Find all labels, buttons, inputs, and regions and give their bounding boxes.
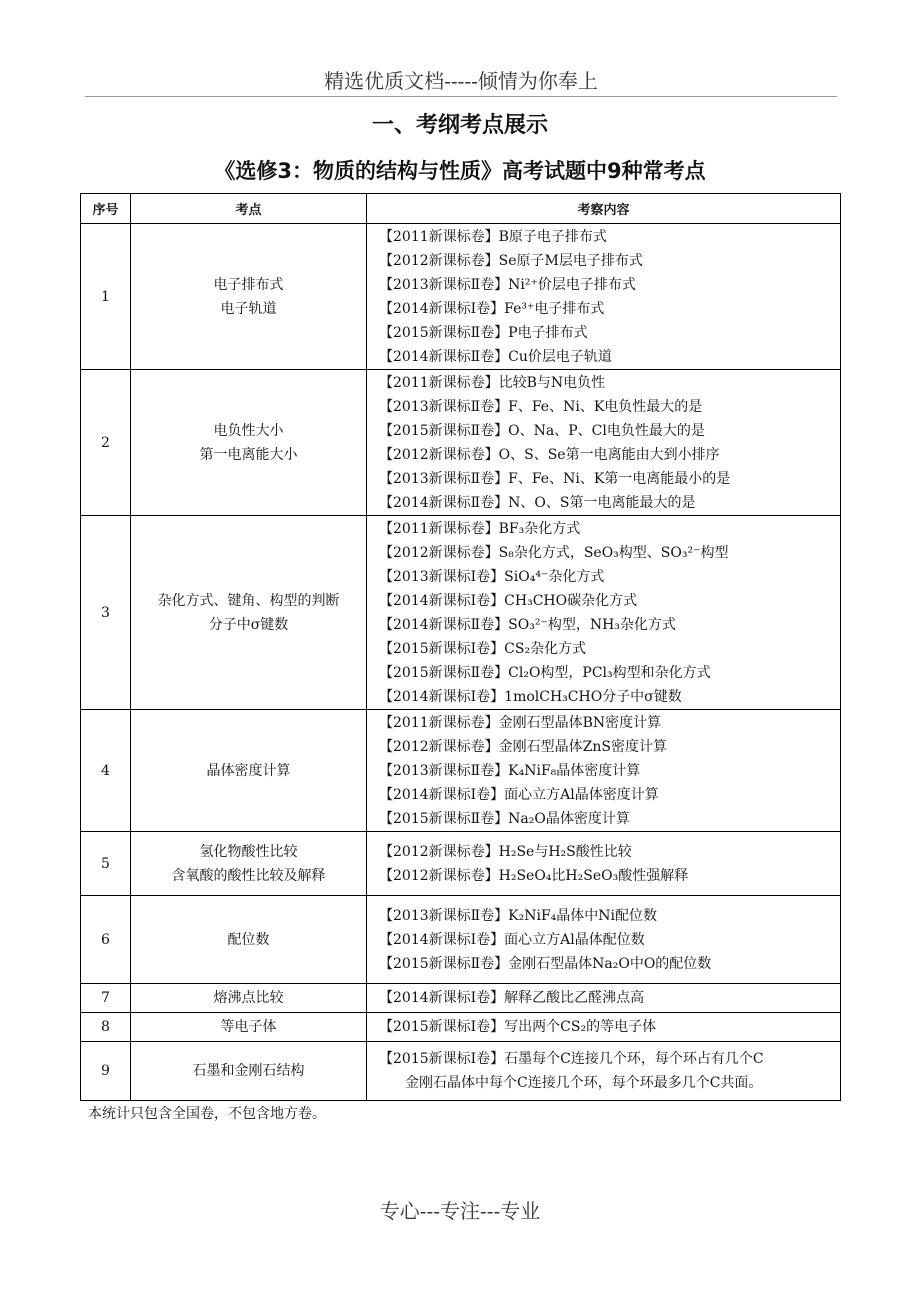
exam-points-table	[80, 193, 841, 1101]
content-item: 【2014新课标Ⅱ卷】Cu价层电子轨道	[379, 348, 612, 365]
topic-cell	[131, 710, 367, 832]
topic-line: 配位数	[227, 931, 270, 948]
content-item: 【2012新课标卷】Se原子M层电子排布式	[379, 252, 643, 269]
topic-cell	[131, 516, 367, 710]
topic-cell	[131, 1013, 367, 1042]
content-item: 【2014新课标Ⅰ卷】面心立方Al晶体密度计算	[379, 786, 659, 803]
content-item: 金刚石晶体中每个C连接几个环，每个环最多几个C共面。	[405, 1075, 763, 1091]
topic-line: 第一电离能大小	[199, 446, 298, 463]
table-header-row	[81, 194, 841, 224]
content-item: 【2012新课标卷】S₈杂化方式，SeO₃构型、SO₃²⁻构型	[379, 544, 729, 561]
row-number: 2	[81, 370, 131, 516]
topic-line: 等电子体	[220, 1019, 277, 1035]
content-cell	[367, 710, 841, 832]
topic-cell	[131, 224, 367, 370]
content-cell	[367, 1042, 841, 1101]
page-header: 精选优质文档-----倾情为你奉上	[85, 66, 837, 97]
table-row	[81, 370, 841, 516]
table-row	[81, 516, 841, 710]
content-cell	[367, 832, 841, 896]
topic-line: 电子排布式	[213, 276, 284, 293]
content-item: 【2013新课标Ⅰ卷】SiO₄⁴⁻杂化方式	[379, 568, 605, 585]
topic-line: 熔沸点比较	[213, 990, 284, 1006]
content-item: 【2014新课标Ⅰ卷】1molCH₃CHO分子中σ键数	[379, 688, 682, 705]
content-item: 【2015新课标Ⅰ卷】CS₂杂化方式	[379, 640, 587, 657]
row-number: 3	[81, 516, 131, 710]
topic-cell	[131, 370, 367, 516]
content-item: 【2015新课标Ⅱ卷】金刚石型晶体Na₂O中O的配位数	[379, 955, 712, 972]
row-number: 9	[81, 1042, 131, 1101]
content-item: 【2015新课标Ⅱ卷】P电子排布式	[379, 324, 588, 341]
header-content: 考察内容	[367, 194, 841, 224]
row-number: 6	[81, 896, 131, 984]
content-item: 【2011新课标卷】B原子电子排布式	[379, 228, 607, 245]
content-item: 【2014新课标Ⅰ卷】CH₃CHO碳杂化方式	[379, 592, 638, 609]
row-number: 8	[81, 1013, 131, 1042]
table-row	[81, 224, 841, 370]
table-row	[81, 1042, 841, 1101]
table-row	[81, 710, 841, 832]
table-row	[81, 832, 841, 896]
row-number: 5	[81, 832, 131, 896]
content-cell	[367, 896, 841, 984]
page-footer: 专心---专注---专业	[379, 1199, 541, 1223]
table-row	[81, 896, 841, 984]
content-cell	[367, 224, 841, 370]
content-item: 【2014新课标Ⅰ卷】解释乙酸比乙醛沸点高	[379, 990, 645, 1006]
content-item: 【2015新课标Ⅰ卷】石墨每个C连接几个环，每个环占有几个C	[379, 1051, 764, 1067]
section-title: 一、考纲考点展示	[371, 113, 548, 138]
content-cell	[367, 516, 841, 710]
table-title: 《选修3：物质的结构与性质》高考试题中9种常考点	[214, 159, 706, 183]
topic-line: 电子轨道	[220, 300, 277, 317]
content-item: 【2013新课标Ⅱ卷】Ni²⁺价层电子排布式	[379, 276, 636, 293]
table-row	[81, 1013, 841, 1042]
content-item: 【2011新课标卷】比较B与N电负性	[379, 374, 606, 391]
topic-line: 杂化方式、键角、构型的判断	[157, 592, 340, 609]
content-item: 【2014新课标Ⅰ卷】Fe³⁺电子排布式	[379, 300, 605, 317]
footnote: 本统计只包含全国卷，不包含地方卷。	[88, 1106, 326, 1122]
topic-line: 石墨和金刚石结构	[192, 1063, 305, 1079]
header-num: 序号	[81, 194, 131, 224]
topic-line: 含氧酸的酸性比较及解释	[171, 867, 326, 884]
table-row	[81, 984, 841, 1013]
content-item: 【2012新课标卷】H₂SeO₄比H₂SeO₃酸性强解释	[379, 867, 689, 884]
topic-cell	[131, 1042, 367, 1101]
content-item: 【2015新课标Ⅱ卷】Na₂O晶体密度计算	[379, 810, 630, 827]
header-topic: 考点	[131, 194, 367, 224]
content-item: 【2012新课标卷】H₂Se与H₂S酸性比较	[379, 843, 632, 860]
content-item: 【2015新课标Ⅱ卷】Cl₂O构型，PCl₃构型和杂化方式	[379, 664, 711, 681]
topic-cell	[131, 984, 367, 1013]
topic-line: 氢化物酸性比较	[199, 843, 298, 860]
content-cell	[367, 1013, 841, 1042]
content-item: 【2014新课标Ⅱ卷】SO₃²⁻构型，NH₃杂化方式	[379, 616, 676, 633]
row-number: 4	[81, 710, 131, 832]
content-item: 【2013新课标Ⅱ卷】F、Fe、Ni、K第一电离能最小的是	[379, 470, 731, 487]
content-item: 【2012新课标卷】金刚石型晶体ZnS密度计算	[379, 738, 667, 755]
topic-line: 电负性大小	[213, 422, 284, 439]
content-cell	[367, 984, 841, 1013]
row-number: 7	[81, 984, 131, 1013]
content-item: 【2015新课标Ⅰ卷】写出两个CS₂的等电子体	[379, 1019, 657, 1035]
topic-cell	[131, 832, 367, 896]
topic-line: 晶体密度计算	[206, 762, 291, 779]
content-item: 【2014新课标Ⅱ卷】N、O、S第一电离能最大的是	[379, 494, 696, 511]
topic-line: 分子中σ键数	[208, 616, 289, 633]
topic-cell	[131, 896, 367, 984]
row-number: 1	[81, 224, 131, 370]
content-item: 【2013新课标Ⅱ卷】F、Fe、Ni、K电负性最大的是	[379, 398, 703, 415]
content-item: 【2014新课标Ⅰ卷】面心立方Al晶体配位数	[379, 931, 645, 948]
content-item: 【2011新课标卷】金刚石型晶体BN密度计算	[379, 714, 662, 731]
content-item: 【2013新课标Ⅱ卷】K₄NiF₈晶体密度计算	[379, 762, 641, 779]
content-item: 【2013新课标Ⅱ卷】K₂NiF₄晶体中Ni配位数	[379, 907, 657, 924]
content-item: 【2011新课标卷】BF₃杂化方式	[379, 520, 581, 537]
content-cell	[367, 370, 841, 516]
content-item: 【2012新课标卷】O、S、Se第一电离能由大到小排序	[379, 446, 720, 463]
content-item: 【2015新课标Ⅱ卷】O、Na、P、Cl电负性最大的是	[379, 422, 705, 439]
